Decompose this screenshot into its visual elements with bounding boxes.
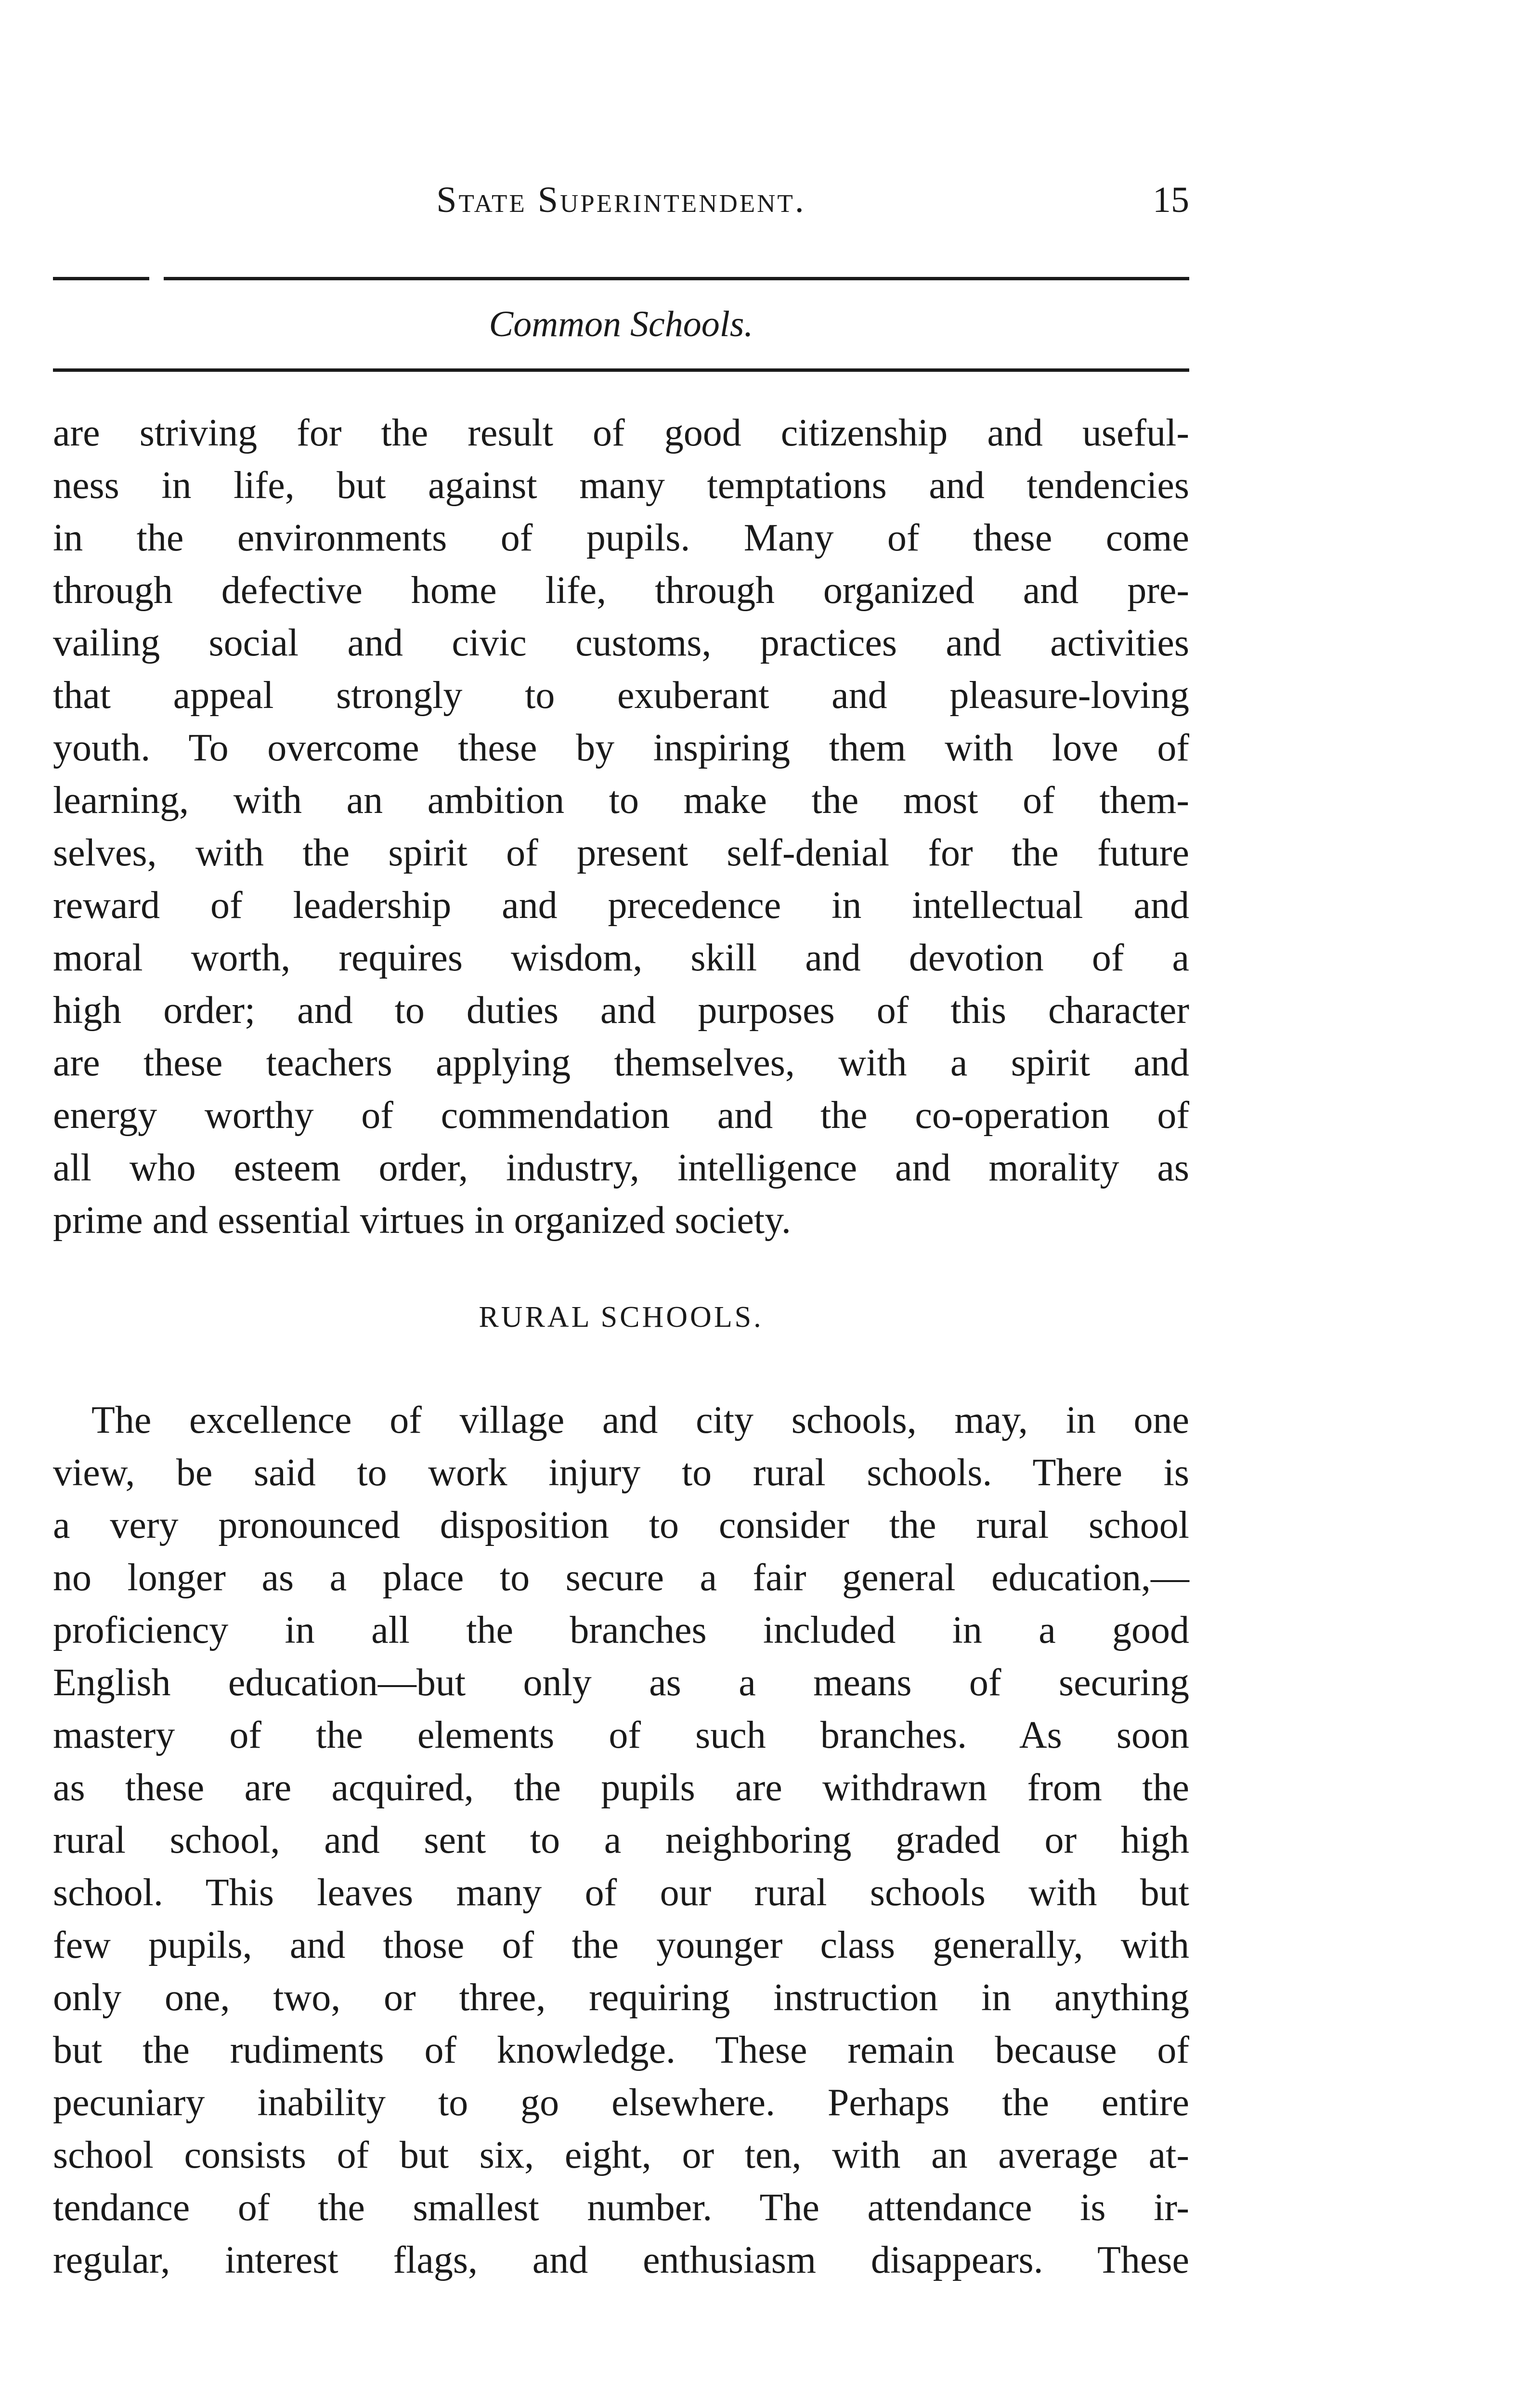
- text-line: rural school, and sent to a neighboring graded or high: [53, 1819, 1189, 1861]
- text-line: few pupils, and those of the younger class generally, with: [53, 1924, 1189, 1966]
- paragraph-continued: [53, 407, 1189, 1247]
- page-number: 15: [1153, 180, 1189, 220]
- text-line: learning, with an ambition to make the most of them-: [53, 779, 1189, 822]
- text-line: selves, with the spirit of present self-denial for the future: [53, 832, 1189, 874]
- text-line: regular, interest flags, and enthusiasm disappears. These: [53, 2239, 1189, 2281]
- section-title: Common Schools.: [489, 304, 754, 344]
- paragraph-rural-schools: [53, 1394, 1189, 2287]
- text-line: youth. To overcome these by inspiring them with love of: [53, 727, 1189, 769]
- text-line: through defective home life, through organized and pre-: [53, 569, 1189, 612]
- text-line: as these are acquired, the pupils are withdrawn from the: [53, 1767, 1189, 1809]
- subheading-rural-schools: RURAL SCHOOLS.: [479, 1301, 764, 1334]
- text-line: view, be said to work injury to rural schools. There is: [53, 1452, 1189, 1494]
- text-line: in the environments of pupils. Many of these come: [53, 517, 1189, 559]
- text-line: energy worthy of commendation and the co-operation of: [53, 1094, 1189, 1137]
- text-line: pecuniary inability to go elsewhere. Perhaps the entire: [53, 2081, 1189, 2124]
- text-line: prime and essential virtues in organized society.: [53, 1199, 791, 1242]
- header-rule-long: [164, 277, 1189, 280]
- running-head: [53, 179, 1189, 237]
- text-line: moral worth, requires wisdom, skill and devotion of a: [53, 937, 1189, 979]
- text-line: proficiency in all the branches included in a good: [53, 1609, 1189, 1651]
- text-line: that appeal strongly to exuberant and pleasure-loving: [53, 674, 1189, 717]
- text-line: ness in life, but against many temptations and tendencies: [53, 464, 1189, 507]
- text-line: vailing social and civic customs, practices and activities: [53, 622, 1189, 664]
- text-line: all who esteem order, industry, intelligence and morality as: [53, 1147, 1189, 1189]
- section-rule: [53, 368, 1189, 372]
- text-line: are striving for the result of good citizenship and useful-: [53, 412, 1189, 454]
- text-line: The excellence of village and city schools, may, in one: [91, 1399, 1189, 1441]
- text-line: school consists of but six, eight, or ten, with an average at-: [53, 2134, 1189, 2176]
- text-line: English education—but only as a means of securing: [53, 1662, 1189, 1704]
- text-line: a very pronounced disposition to consider the rural school: [53, 1504, 1189, 1546]
- text-line: reward of leadership and precedence in intellectual and: [53, 884, 1189, 927]
- text-line: tendance of the smallest number. The attendance is ir-: [53, 2186, 1189, 2229]
- text-line: high order; and to duties and purposes of this character: [53, 989, 1189, 1032]
- text-line: but the rudiments of knowledge. These remain because of: [53, 2029, 1189, 2071]
- header-rule-short: [53, 277, 149, 280]
- text-line: school. This leaves many of our rural schools with but: [53, 1871, 1189, 1914]
- text-line: mastery of the elements of such branches. As soon: [53, 1714, 1189, 1756]
- text-line: are these teachers applying themselves, with a spirit and: [53, 1042, 1189, 1084]
- text-line: no longer as a place to secure a fair general education,—: [53, 1557, 1189, 1599]
- text-line: only one, two, or three, requiring instruction in anything: [53, 1976, 1189, 2019]
- running-title: State Superintendent.: [436, 180, 806, 220]
